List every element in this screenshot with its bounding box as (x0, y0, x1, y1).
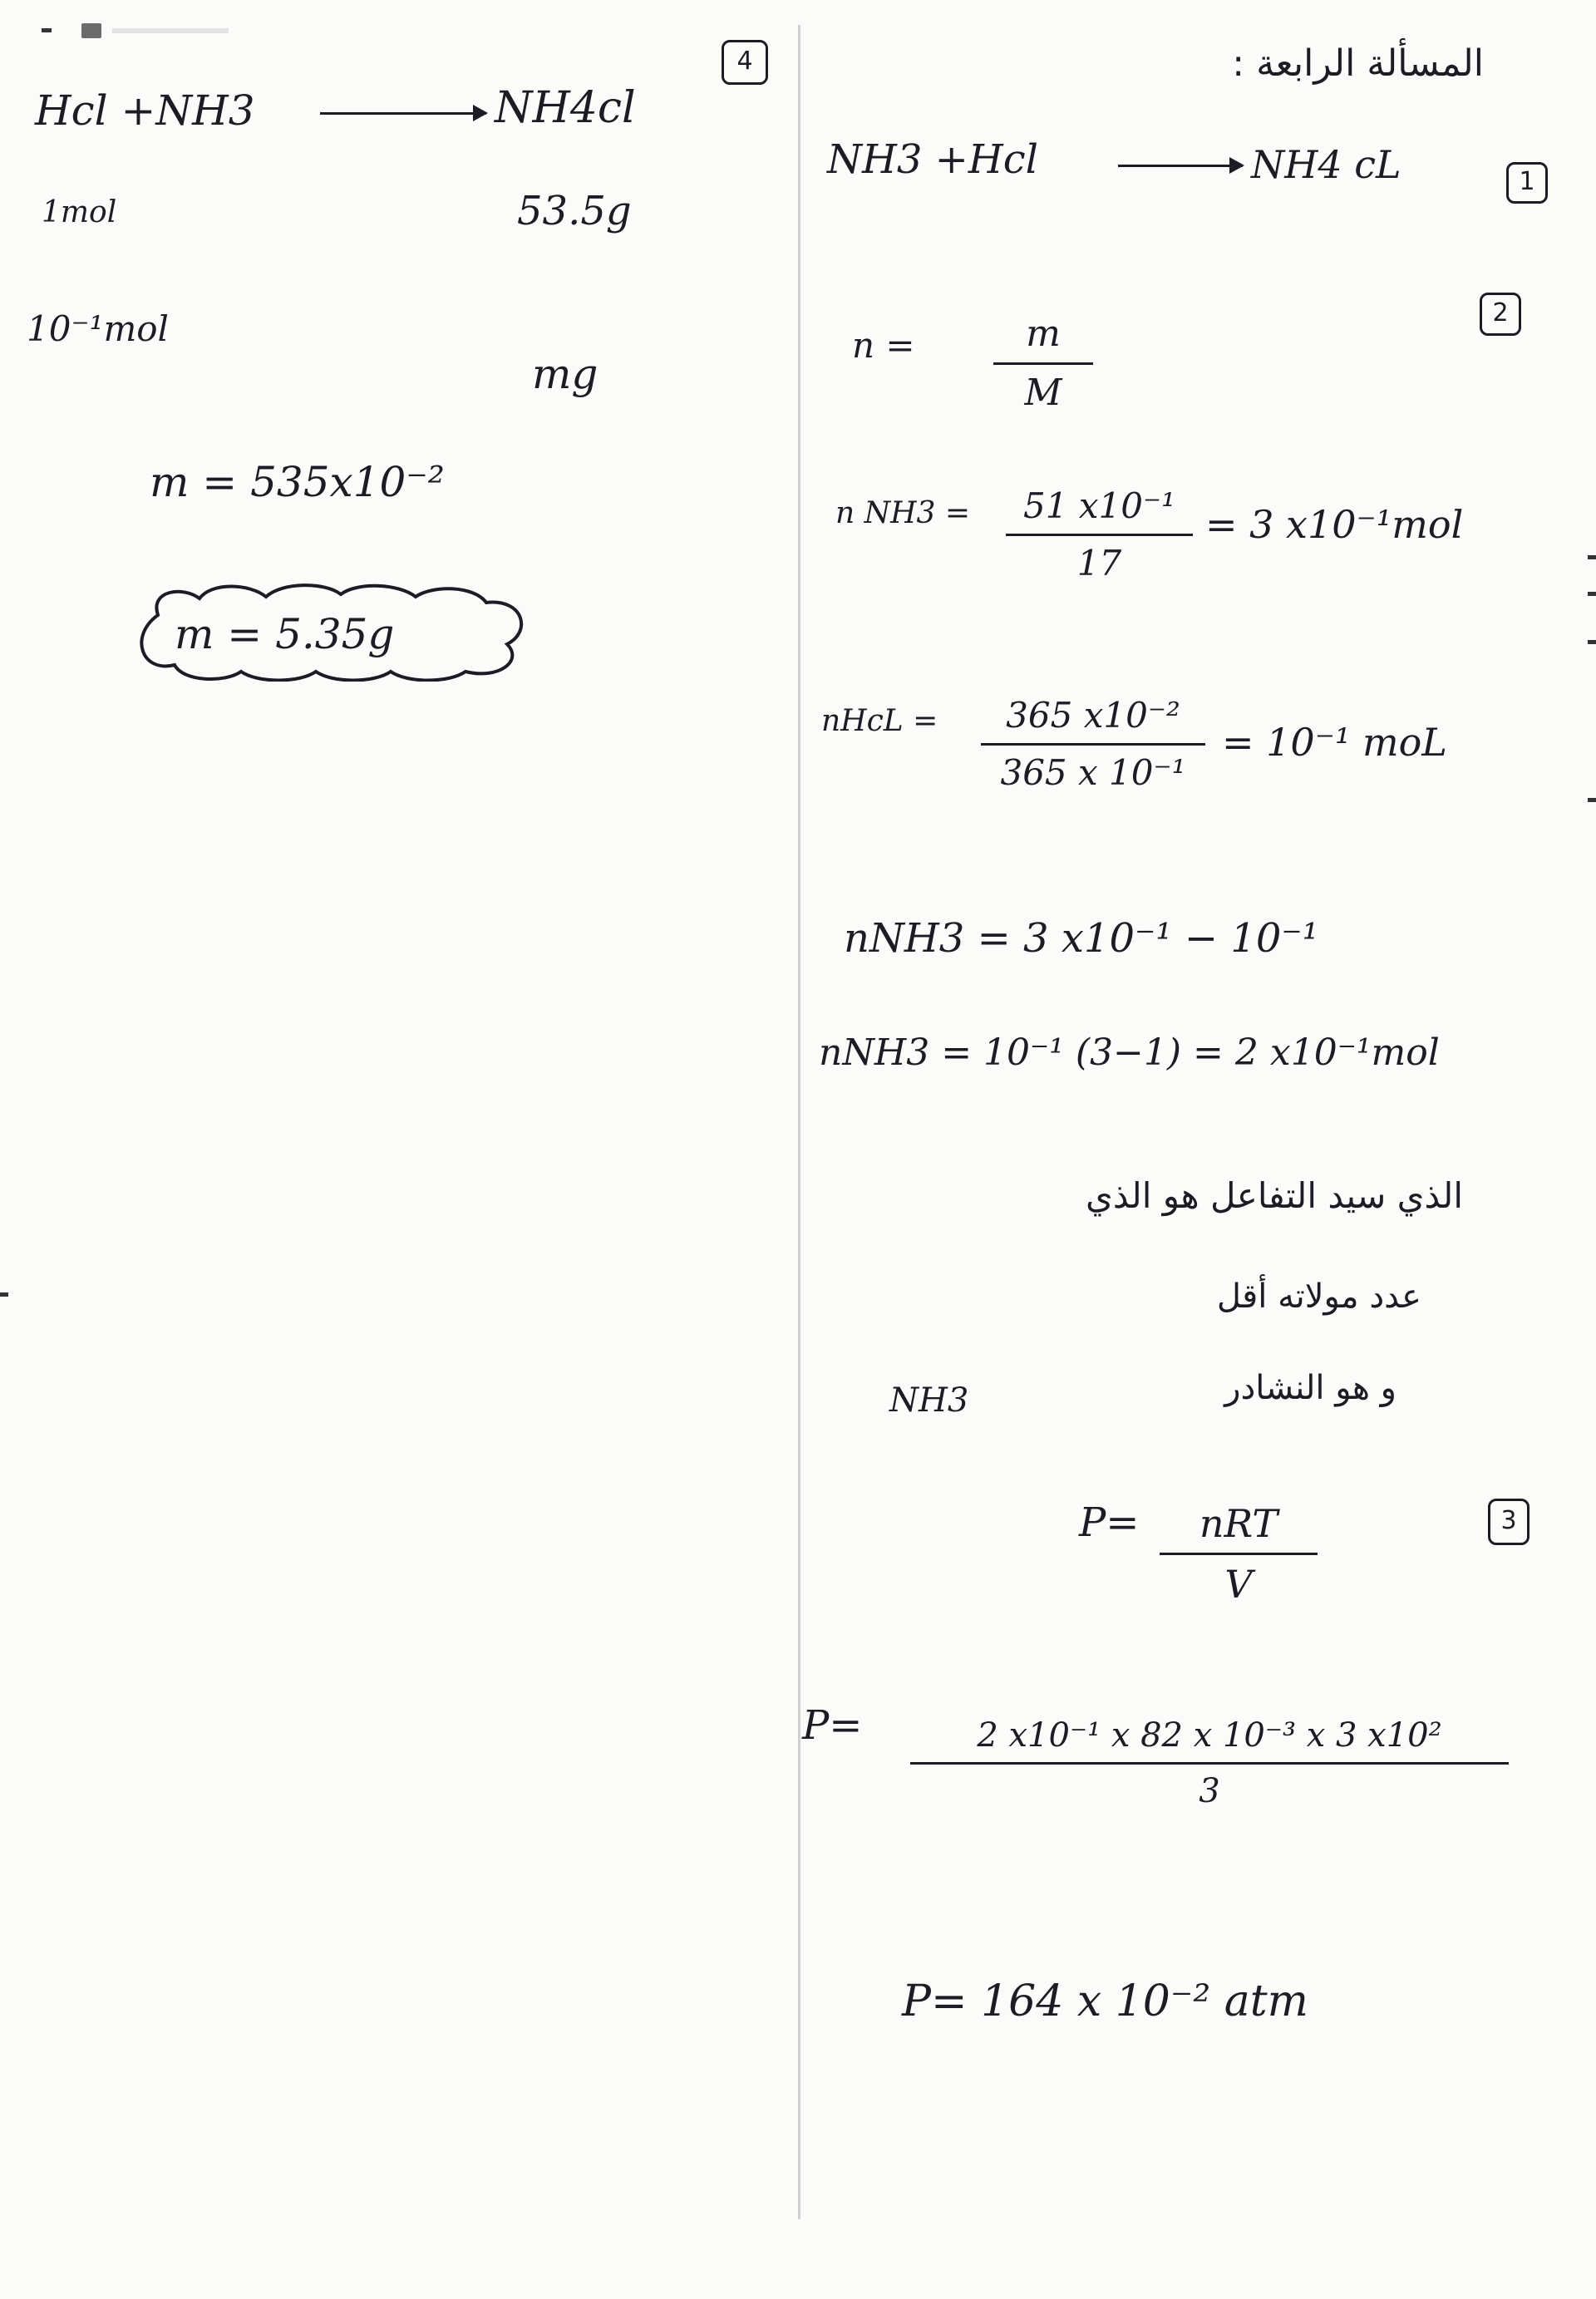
scan-artifact (81, 23, 101, 38)
part3-answer: P= 164 x 10⁻² atm (902, 1977, 1308, 2026)
question-number-badge: 4 (722, 40, 768, 85)
fraction-numerator: 51 x10⁻¹ (1023, 485, 1175, 526)
left-row2-mass: mg (532, 350, 598, 398)
conclusion-formula: NH3 (889, 1381, 969, 1420)
fraction-denominator: V (1224, 1562, 1253, 1607)
part2-number-badge: 2 (1480, 293, 1521, 336)
nh3-moles-lhs: n NH3 = (835, 496, 971, 530)
left-answer: m = 5.35g (175, 610, 395, 658)
part3-number-badge: 3 (1488, 1499, 1530, 1545)
fraction-numerator: m (1026, 313, 1061, 355)
part3-formula-fraction (1160, 1501, 1318, 1607)
fraction-numerator: 365 x10⁻² (1006, 695, 1180, 736)
fraction-bar (993, 362, 1093, 365)
fraction-denominator: 17 (1076, 543, 1122, 583)
fraction-bar (1160, 1553, 1318, 1555)
reaction-arrow (320, 112, 486, 115)
fraction-bar (981, 743, 1205, 746)
fraction-numerator: 2 x10⁻¹ x 82 x 10⁻³ x 3 x10² (977, 1716, 1442, 1755)
problem-heading: المسألة الرابعة : (1232, 42, 1484, 85)
part1-equation-reactants: NH3 +Hcl (827, 136, 1038, 183)
left-row1-moles: 1mol (42, 195, 117, 229)
conclusion-line-3: و هو النشادر (1224, 1369, 1396, 1407)
scan-artifact (1588, 592, 1596, 596)
nh3-moles-fraction (1006, 485, 1193, 583)
scan-artifact (42, 28, 52, 32)
hcl-moles-lhs: nHcL = (821, 704, 938, 738)
left-equation-reactants: Hcl +NH3 (35, 86, 255, 135)
fraction-denominator: 365 x 10⁻¹ (1000, 752, 1186, 793)
scan-artifact (1588, 555, 1596, 559)
part1-number-badge: 1 (1506, 162, 1548, 204)
nh3-moles-result: = 3 x10⁻¹mol (1205, 502, 1464, 547)
part3-substitution-lhs: P= (802, 1702, 863, 1749)
left-equation-product: NH4cl (495, 83, 636, 133)
fraction-bar (1006, 534, 1193, 536)
nh3-remaining-line: nNH3 = 10⁻¹ (3−1) = 2 x10⁻¹mol (819, 1031, 1440, 1074)
fraction-numerator: nRT (1199, 1501, 1278, 1546)
part1-equation-product: NH4 cL (1251, 142, 1401, 187)
left-row2-moles: 10⁻¹mol (27, 308, 169, 349)
fraction-denominator: 3 (1199, 1772, 1220, 1810)
part2-formula-fraction (993, 313, 1093, 414)
conclusion-line-1: الذي سيد التفاعل هو الذي (1086, 1175, 1463, 1216)
nh3-excess-line: nNH3 = 3 x10⁻¹ − 10⁻¹ (844, 915, 1318, 962)
hcl-moles-fraction (981, 695, 1205, 793)
left-mass-expression: m = 535x10⁻² (150, 458, 445, 506)
fraction-denominator: M (1024, 372, 1062, 414)
scan-artifact (1588, 640, 1596, 644)
part3-substitution-fraction (910, 1716, 1509, 1810)
part2-formula-lhs: n = (852, 325, 915, 366)
part3-formula-lhs: P= (1079, 1499, 1140, 1546)
scan-artifact (1588, 798, 1596, 802)
conclusion-line-2: عدد مولاته أقل (1216, 1277, 1421, 1316)
reaction-arrow (1118, 165, 1243, 167)
scan-artifact (112, 28, 229, 33)
hcl-moles-result: = 10⁻¹ moL (1222, 720, 1447, 765)
left-row1-mass: 53.5g (517, 188, 632, 234)
column-divider (798, 25, 800, 2219)
scan-artifact (0, 1292, 8, 1297)
fraction-bar (910, 1762, 1509, 1765)
